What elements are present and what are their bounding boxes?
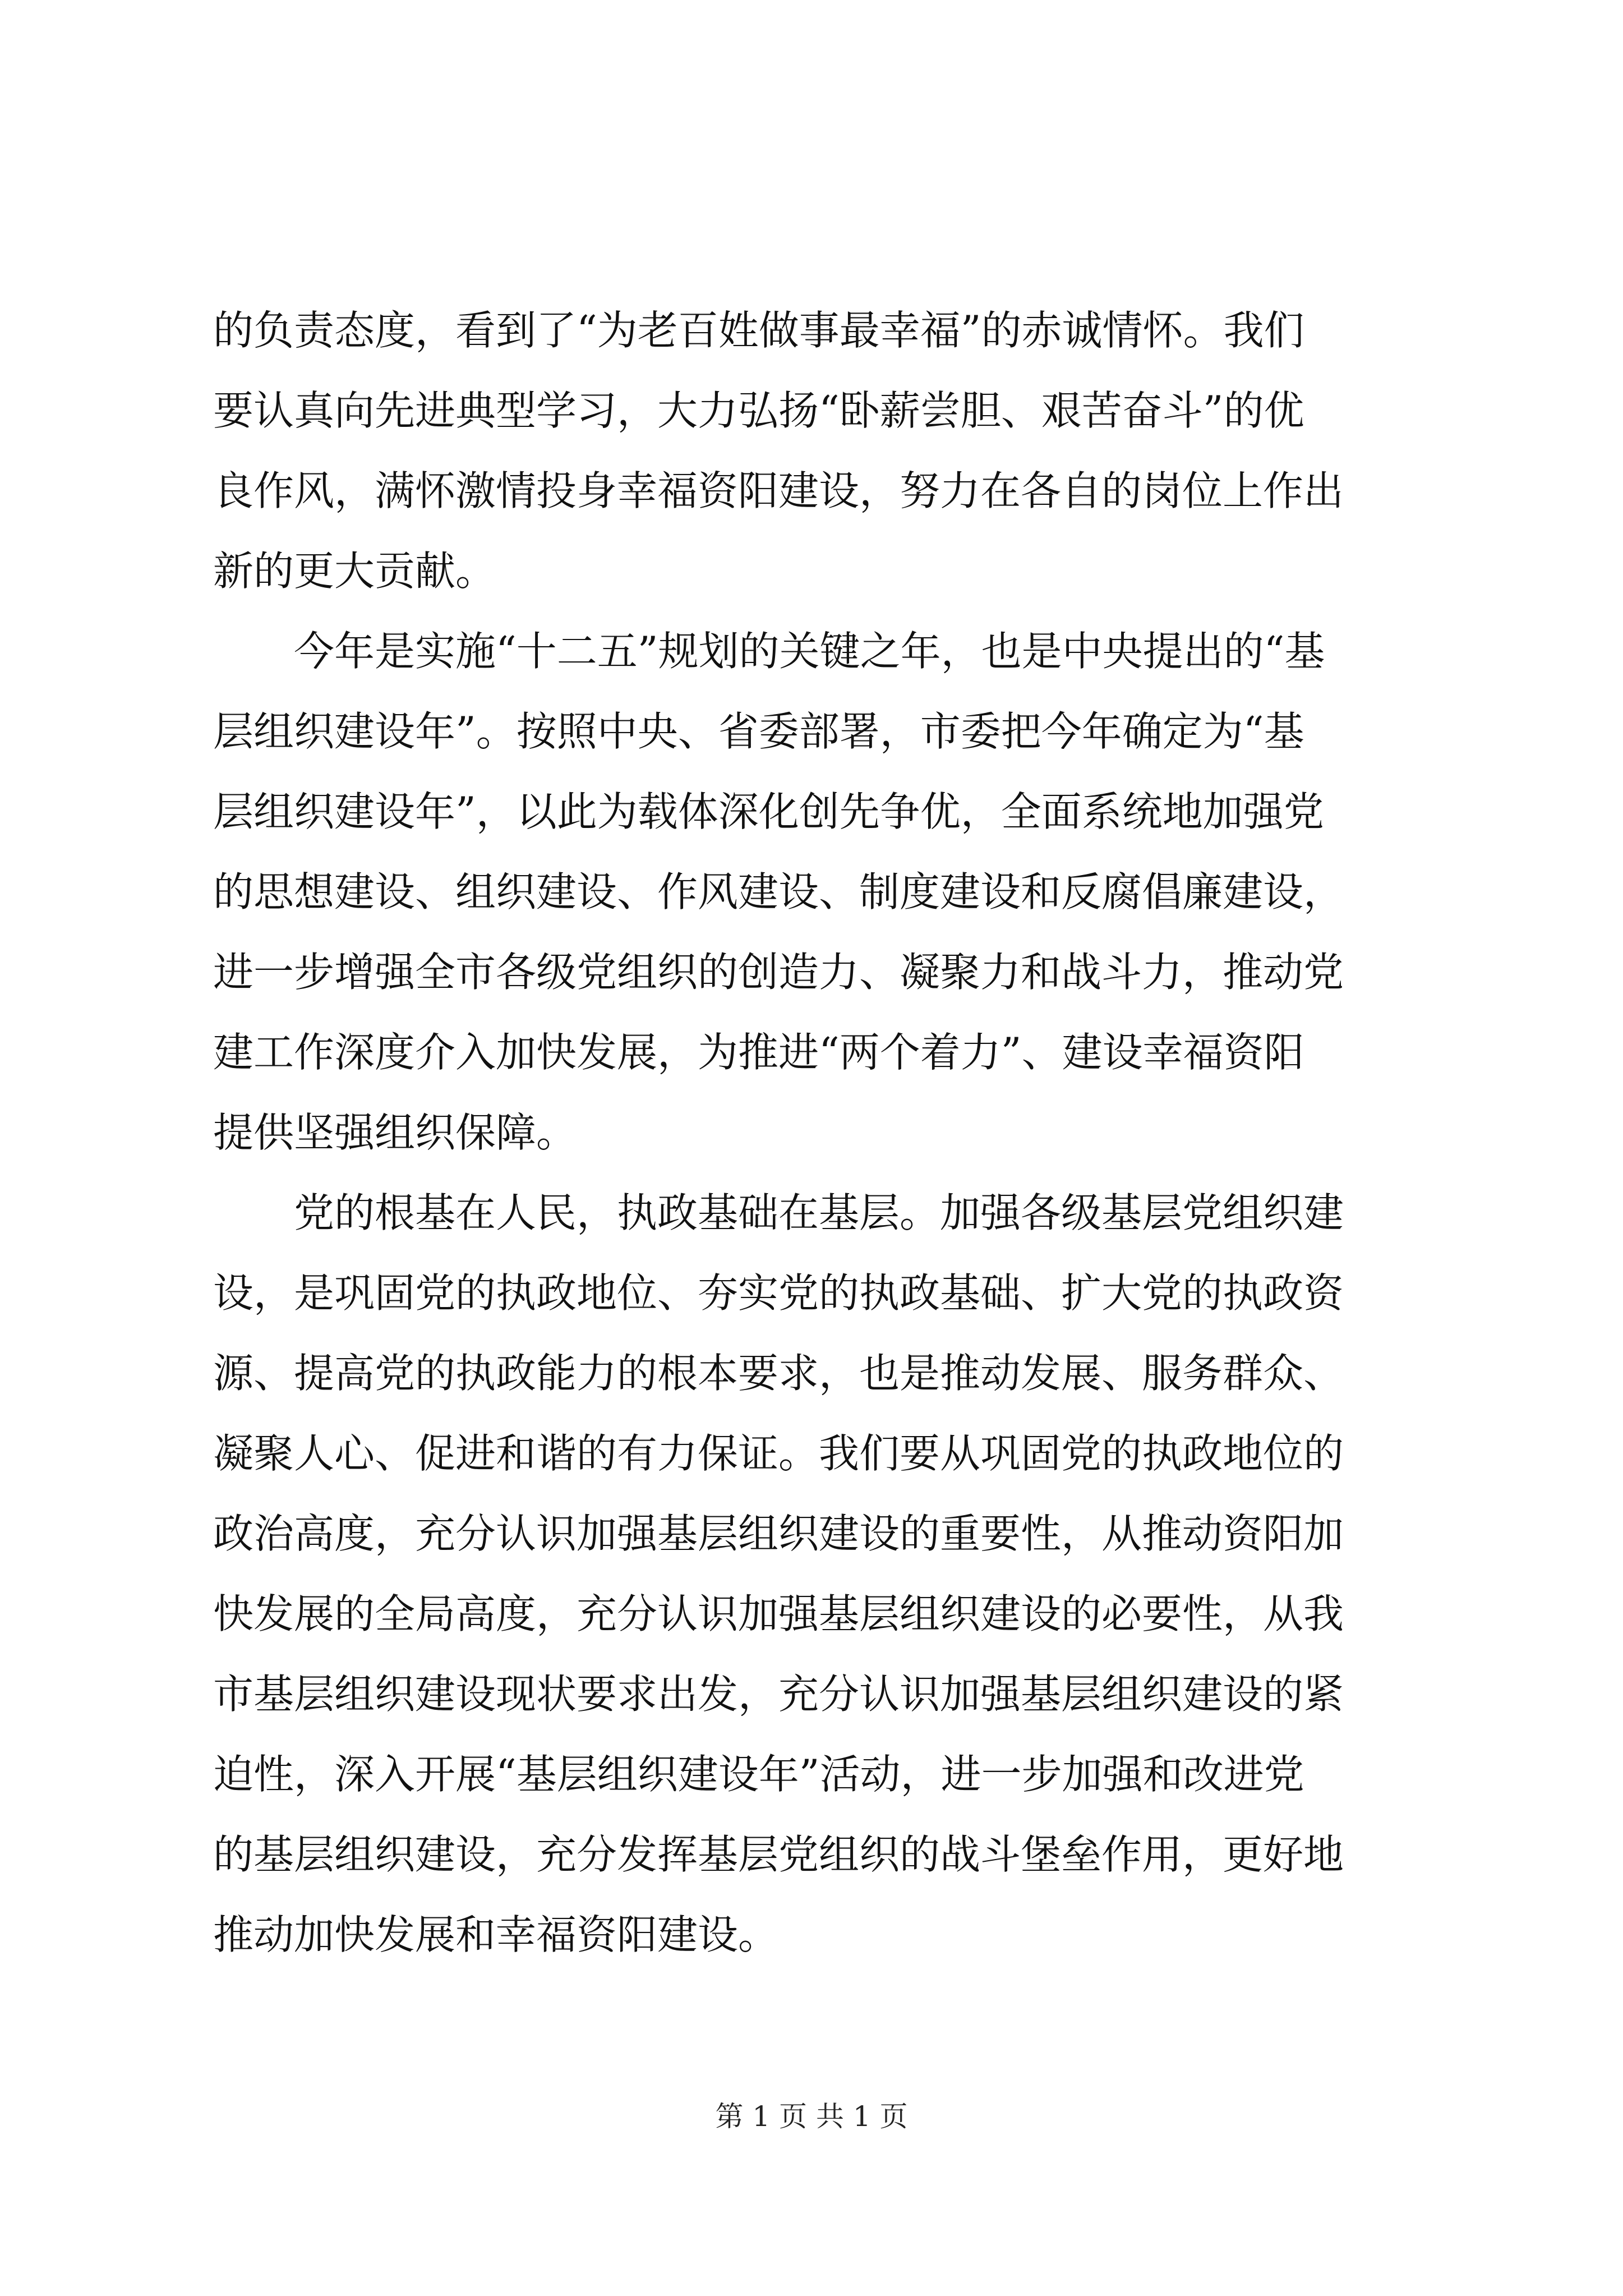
text-line: 新的更大贡献。: [213, 547, 496, 595]
text-line: 推动加快发展和幸福资阳建设。: [213, 1911, 779, 1958]
text-line: 层组织建设年”，以此为载体深化创先争优，全面系统地加强党: [213, 788, 1324, 835]
text-line: 进一步增强全市各级党组织的创造力、凝聚力和战斗力，推动党: [213, 949, 1344, 996]
text-line: 的基层组织建设，充分发挥基层党组织的战斗堡垒作用，更好地: [213, 1831, 1344, 1878]
text-line: 今年是实施“十二五”规划的关键之年，也是中央提出的“基: [213, 628, 1325, 675]
text-line: 的思想建设、组织建设、作风建设、制度建设和反腐倡廉建设，: [213, 868, 1344, 915]
text-line: 源、提高党的执政能力的根本要求，也是推动发展、服务群众、: [213, 1350, 1344, 1397]
text-line: 政治高度，充分认识加强基层组织建设的重要性，从推动资阳加: [213, 1510, 1344, 1557]
page-number-footer: 第 1 页 共 1 页: [715, 2100, 908, 2133]
text-line: 市基层组织建设现状要求出发，充分认识加强基层组织建设的紧: [213, 1671, 1344, 1718]
text-line: 良作风，满怀激情投身幸福资阳建设，努力在各自的岗位上作出: [213, 467, 1344, 514]
text-line: 建工作深度介入加快发展，为推进“两个着力”、建设幸福资阳: [213, 1029, 1304, 1076]
text-line: 设，是巩固党的执政地位、夯实党的执政基础、扩大党的执政资: [213, 1269, 1344, 1317]
text-line: 党的根基在人民，执政基础在基层。加强各级基层党组织建: [213, 1189, 1344, 1236]
text-line: 快发展的全局高度，充分认识加强基层组织建设的必要性，从我: [213, 1590, 1344, 1637]
text-line: 提供坚强组织保障。: [213, 1109, 577, 1156]
text-line: 迫性，深入开展“基层组织建设年”活动，进一步加强和改进党: [213, 1751, 1304, 1798]
text-line: 层组织建设年”。按照中央、省委部署，市委把今年确定为“基: [213, 708, 1304, 755]
text-line: 的负责态度，看到了“为老百姓做事最幸福”的赤诚情怀。我们: [213, 307, 1304, 354]
text-line: 要认真向先进典型学习，大力弘扬“卧薪尝胆、艰苦奋斗”的优: [213, 387, 1304, 434]
text-line: 凝聚人心、促进和谐的有力保证。我们要从巩固党的执政地位的: [213, 1430, 1344, 1477]
document-body: [213, 291, 1424, 1975]
